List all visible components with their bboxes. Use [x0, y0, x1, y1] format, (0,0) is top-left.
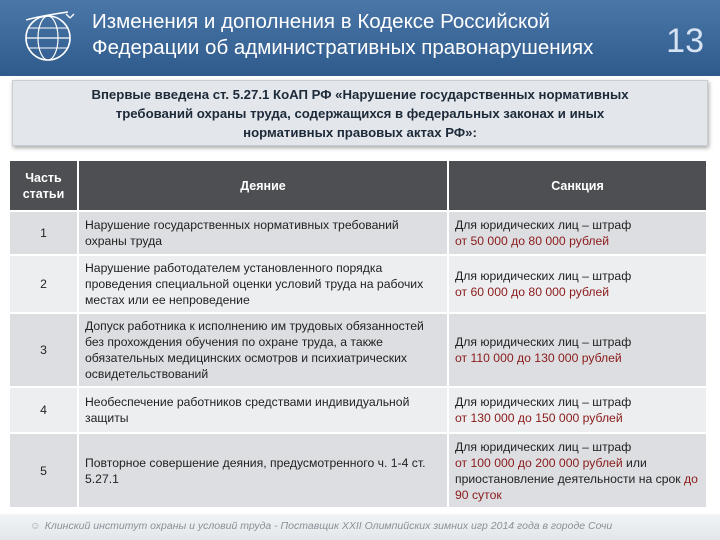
row-sanction	[448, 433, 706, 507]
sanction-text: Для юридических лиц – штраф	[455, 395, 632, 409]
row-part: 5	[10, 433, 78, 507]
header-part-line-1: Часть	[25, 170, 62, 185]
intro-line-1: Впервые введена ст. 5.27.1 КоАП РФ «Нарушение государственных нормативных	[91, 87, 629, 102]
sanction-fine: от 110 000 до 130 000 рублей	[455, 351, 622, 365]
table-row	[10, 433, 706, 507]
header-act: Деяние	[78, 161, 448, 211]
intro-callout	[12, 80, 708, 146]
slide-number: 13	[666, 22, 704, 60]
title-line-1: Изменения и дополнения в Кодексе Российской	[92, 10, 550, 33]
table-row	[10, 211, 706, 255]
footer-logo-icon: ☺	[30, 520, 41, 532]
table-row	[10, 313, 706, 387]
sanction-fine: от 50 000 до 80 000 рублей	[455, 234, 610, 248]
row-part: 4	[10, 387, 78, 433]
table-row	[10, 387, 706, 433]
header-part-line-2: статьи	[22, 186, 65, 201]
slide-footer	[0, 514, 720, 540]
sanction-text: Для юридических лиц – штраф	[455, 439, 632, 454]
row-act: Нарушение работодателем установленного порядка проведения специальной оценки условий труда на рабочих местах или ее непроведение	[78, 255, 448, 313]
table-row	[10, 255, 706, 313]
row-part: 2	[10, 255, 78, 313]
sanctions-table	[10, 161, 706, 507]
header-sanction: Санкция	[448, 161, 706, 211]
row-act: Нарушение государственных нормативных требований охраны труда	[78, 211, 448, 255]
row-sanction	[448, 387, 706, 433]
row-part: 1	[10, 211, 78, 255]
footer-text: Клинский институт охраны и условий труда - Поставщик XXII Олимпийских зимних игр 2014 года в городе Сочи	[44, 520, 613, 532]
sanction-fine: от 130 000 до 150 000 рублей	[455, 411, 623, 425]
sanction-text: Для юридических лиц – штраф	[455, 269, 632, 283]
row-sanction	[448, 211, 706, 255]
row-part: 3	[10, 313, 78, 387]
slide-header	[0, 0, 720, 76]
table-header-row	[10, 161, 706, 211]
row-act: Повторное совершение деяния, предусмотренного ч. 1-4 ст. 5.27.1	[78, 433, 448, 507]
intro-line-3: нормативных правовых актах РФ»:	[243, 125, 477, 140]
sanction-tail: или приостановление деятельности на срок	[455, 455, 684, 486]
row-act: Необеспечение работников средствами индивидуальной защиты	[78, 387, 448, 433]
sanction-term: до 90 суток	[455, 471, 698, 502]
header-part	[10, 161, 78, 211]
sanction-text: Для юридических лиц – штраф	[455, 335, 632, 349]
row-sanction	[448, 255, 706, 313]
intro-line-2: требований охраны труда, содержащихся в федеральных законах и иных	[115, 106, 605, 121]
sanction-fine: от 60 000 до 80 000 рублей	[455, 285, 610, 299]
sanction-text: Для юридических лиц – штраф	[455, 218, 632, 232]
institute-logo-icon	[20, 10, 76, 66]
sanction-detail	[455, 455, 700, 503]
title-line-2: Федерации об административных правонарушениях	[92, 36, 594, 59]
sanction-fine: от 100 000 до 200 000 рублей	[455, 455, 623, 470]
page-title	[92, 9, 672, 61]
row-sanction	[448, 313, 706, 387]
row-act: Допуск работника к исполнению им трудовых обязанностей без прохождения обучения по охране труда, а также обязательных медицинских осмотров и психиатрических освидетельствований	[78, 313, 448, 387]
